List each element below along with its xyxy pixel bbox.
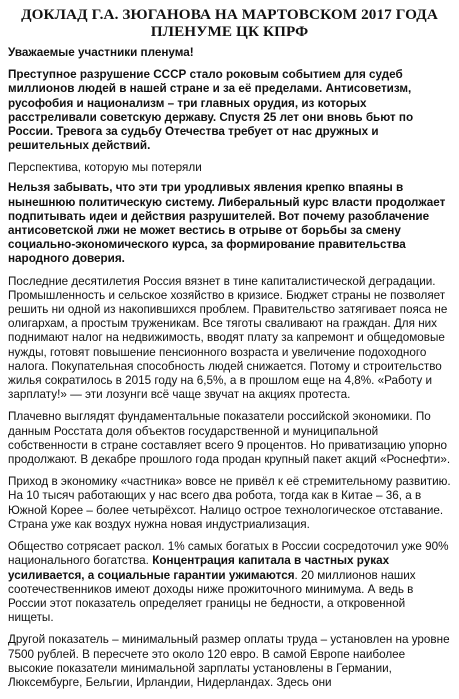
paragraph-3: Последние десятилетия Россия вязнет в тине капиталистической деградации. Промышленность и сельское хозяйство в кризисе. Бюджет страны не позволяет решить ни одной из накопившихся проблем. Правительство затягивает пояса не олигархам, а простым труженикам. Все тяготы сваливают на граждан. Для них поднимают налог на недвижимость, вводят плату за капремонт и общедомовые нужды, готовят повышение пенсионного возраста и увеличение подоходного налога. Покупательная способность людей снижается. Потому и строительство жилья сократилось в 2015 году на 6,5%, а в прошлом еще на 4,8%. «Работу и зарплату!» — эти лозунги всё чаще звучат на акциях протеста. xyxy=(8,274,448,402)
paragraph-2: Нельзя забывать, что эти три уродливых явления крепко впаяны в нынешнюю политическую систему. Либеральный курс власти продолжает подпитывать идеи и действия разрушителей. Вот почему разоблачение антисоветской лжи не может вестись в отрыве от борьбы за смену социально-экономического курса, за формирование правительства народного доверия. xyxy=(8,181,446,266)
paragraph-6 xyxy=(8,540,451,625)
paragraph-6-end: . 20 миллионов наших соотечественников имеют доходы ниже прожиточного минимума. А ведь в России этот показатель определяет границы не бедности, а откровенной нищеты. xyxy=(8,568,416,625)
paragraph-7: Другой показатель – минимальный размер оплаты труда – установлен на уровне 7500 рублей. В пересчете это около 120 евро. В самой Европе наиболее высокие показатели минимальной зарплаты установлены в Германии, Люксембурге, Бельгии, Ирландии, Нидерландах. Здесь они xyxy=(8,633,450,689)
title-line-1: ДОКЛАД Г.А. ЗЮГАНОВА НА МАРТОВСКОМ 2017 ГОДА xyxy=(21,6,438,23)
section-heading: Перспектива, которую мы потеряли xyxy=(8,161,202,175)
page-title xyxy=(8,6,451,40)
paragraph-1: Преступное разрушение СССР стало роковым событием для судеб миллионов людей в нашей стране и за её пределами. Антисоветизм, русофобия и национализм – три главных орудия, из которых расстреливали советскую державу. Спустя 25 лет они вновь бьют по России. Тревога за судьбу Отечества требует от нас дружных и решительных действий. xyxy=(8,68,414,153)
title-line-2: ПЛЕНУМЕ ЦК КПРФ xyxy=(150,23,309,40)
paragraph-4: Плачевно выглядят фундаментальные показатели российской экономики. По данным Росстата доля объектов государственной и муниципальной собственности в стране составляет всего 9 процентов. Но приватизацию упорно продолжают. В декабре прошлого года продан крупный пакет акций «Роснефти». xyxy=(8,410,451,467)
paragraph-5: Приход в экономику «частника» вовсе не привёл к её стремительному развитию. На 10 тысяч работающих у нас всего два робота, тогда как в Китае – 36, а в Южной Корее – более четырёхсот. Налицо острое технологическое отставание. Страна уже как воздух нужна новая индустриализация. xyxy=(8,475,451,531)
greeting: Уважаемые участники пленума! xyxy=(8,46,194,59)
paragraph-6-start: Общество сотрясает раскол. 1% самых богатых в России сосредоточил уже 90% национального богатства. xyxy=(8,540,449,568)
paragraph-6-bold: Концентрация капитала в частных руках усиливается, а социальные гарантии ужимаются xyxy=(8,554,390,582)
